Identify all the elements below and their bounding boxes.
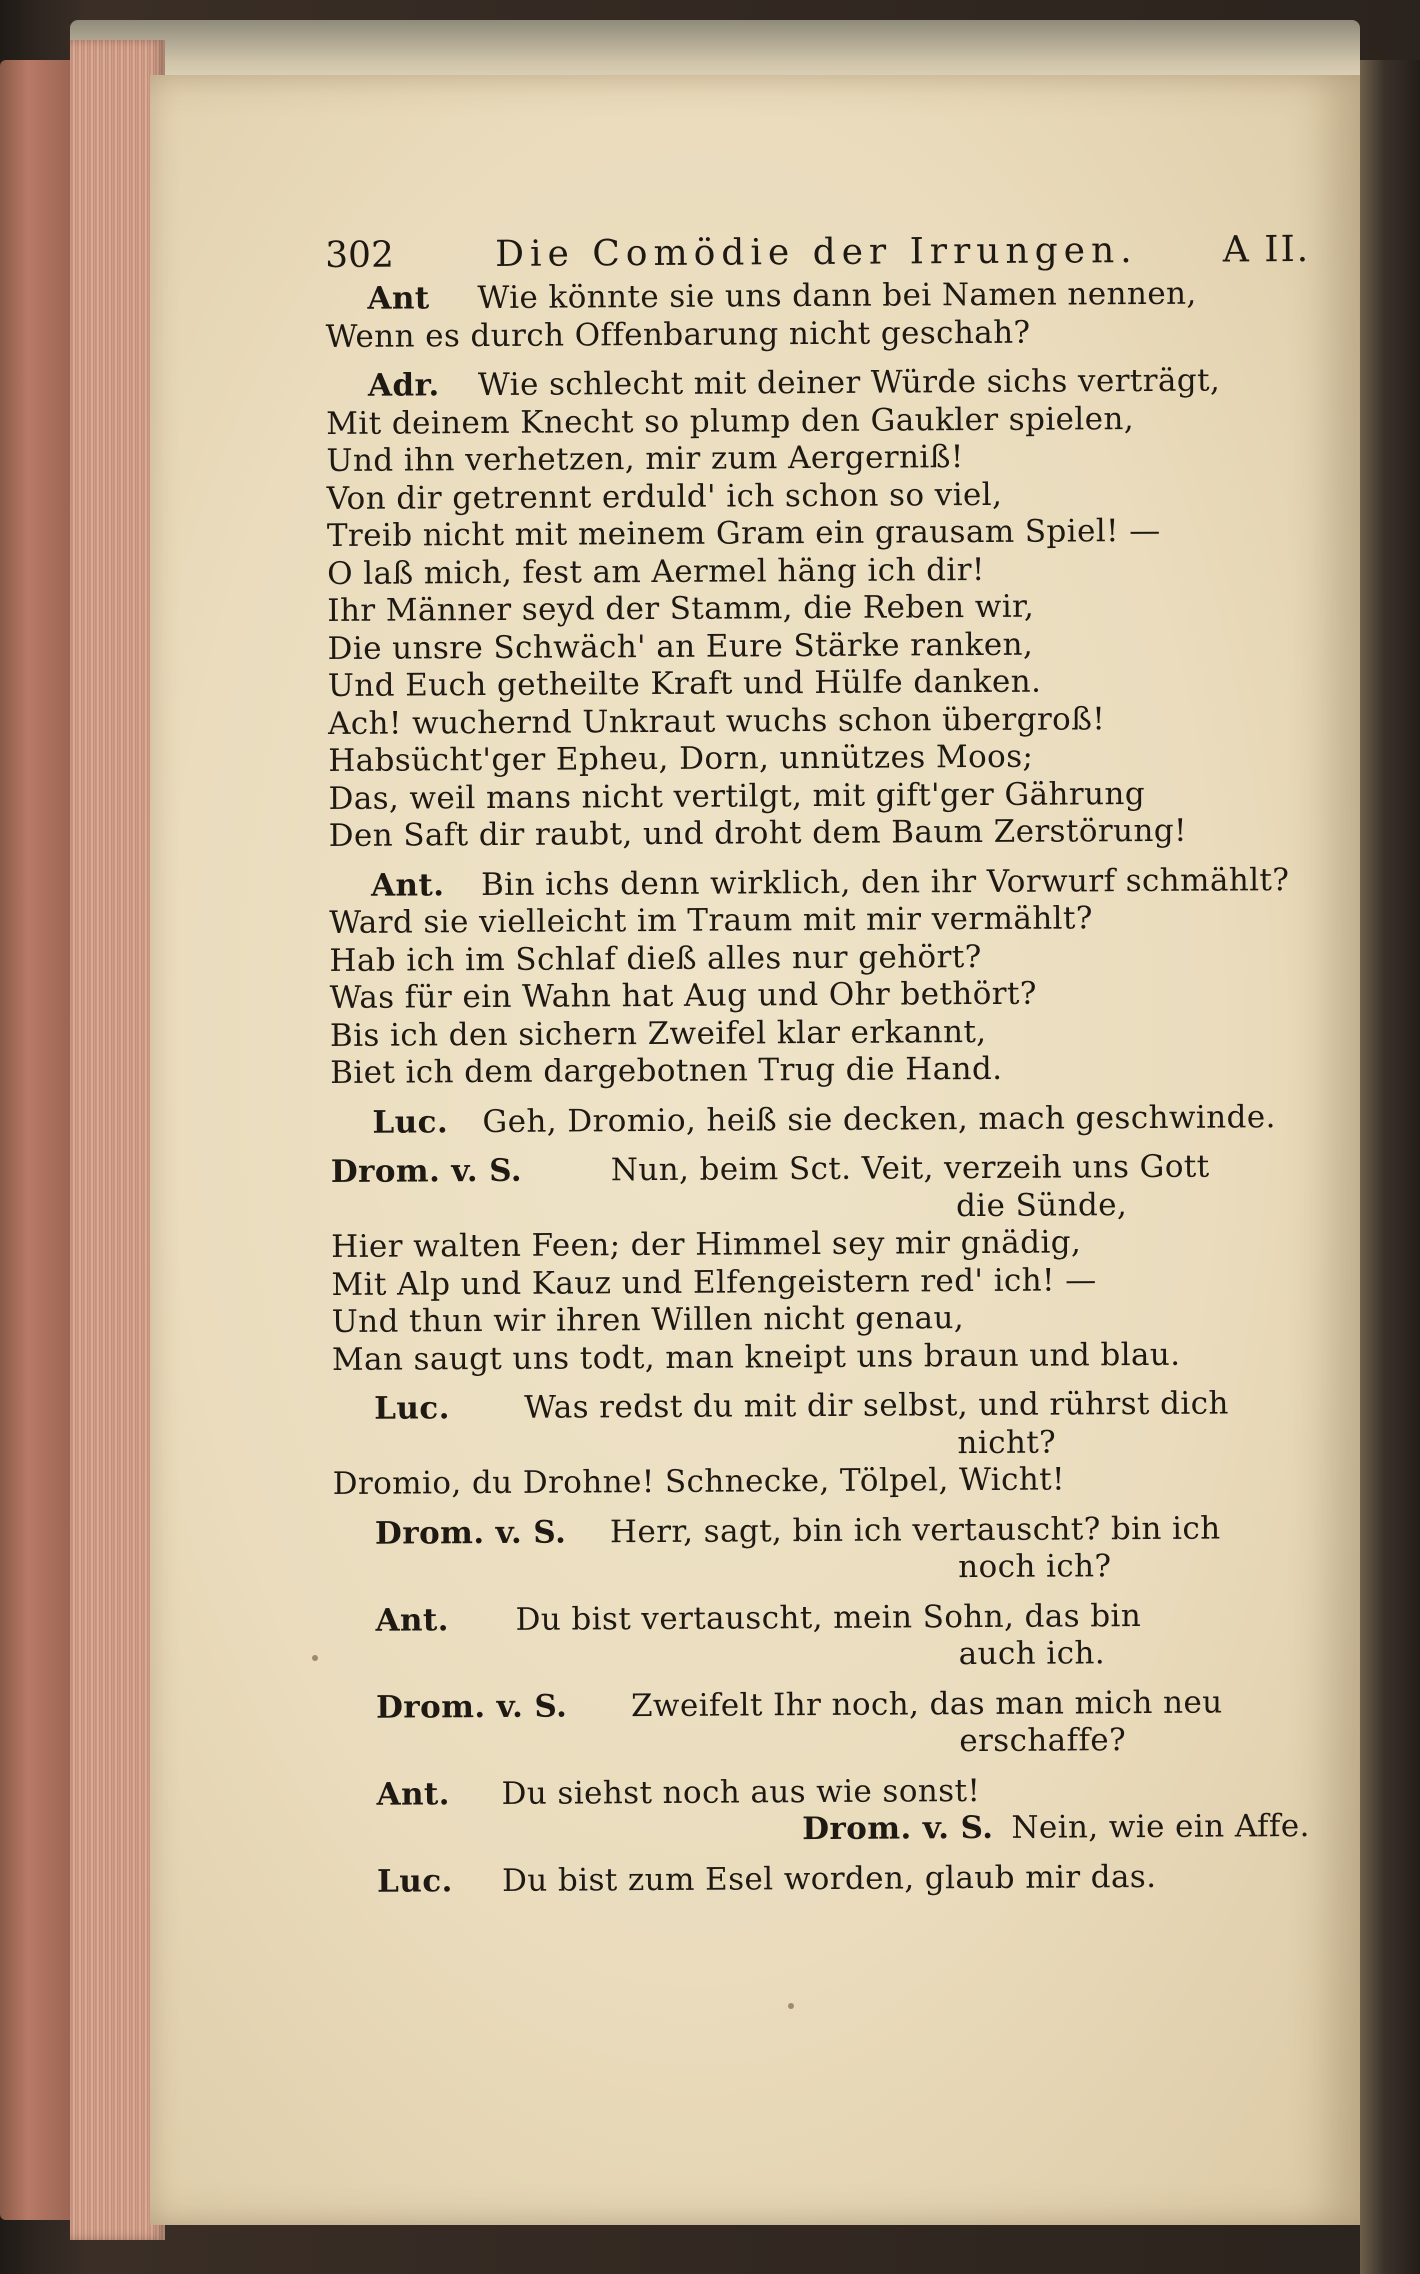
verse-line: Ach! wuchernd Unkraut wuchs schon übergroß! — [327, 700, 1106, 742]
verse-line: Den Saft dir raubt, und droht dem Baum Zerstörung! — [328, 812, 1187, 854]
verse-line: Luc. Geh, Dromio, heiß sie decken, mach geschwinde. — [372, 1098, 1276, 1141]
verse-continuation: auch ich. — [958, 1635, 1106, 1673]
verse-line: Wenn es durch Offenbarung nicht geschah? — [325, 314, 1031, 355]
speaker-label: Luc. — [372, 1103, 449, 1141]
speaker-label: Ant. — [375, 1601, 449, 1639]
verse-line: Biet ich dem dargebotnen Trug die Hand. — [330, 1050, 1003, 1091]
verse-line: Und ihn verhetzen, mir zum Aergerniß! — [326, 439, 964, 479]
verse-line: Und Euch getheilte Kraft und Hülfe danken. — [327, 663, 1042, 704]
act-number: A II. — [1222, 228, 1311, 271]
speaker-label: Ant. — [376, 1775, 451, 1813]
verse-line: Von dir getrennt erduld' ich schon so viel, — [326, 476, 1003, 517]
verse-line: Hab ich im Schlaf dieß alles nur gehört? — [329, 938, 982, 979]
speaker-label: Drom. v. S. — [374, 1514, 567, 1552]
verse-line: Die unsre Schwäch' an Eure Stärke ranken, — [327, 626, 1034, 667]
verse-line: Mit deinem Knecht so plump den Gaukler spielen, — [326, 400, 1135, 442]
verse-line: Ant. Bin ichs denn wirklich, den ihr Vorwurf schmählt? — [370, 861, 1290, 904]
verse-line: Drom. v. S. Zweifelt Ihr noch, das man mich neu — [375, 1684, 1223, 1726]
speaker-label: Luc. — [374, 1390, 450, 1427]
verse-line: Drom. v. S. Nun, beim Sct. Veit, verzeih uns Gott — [330, 1148, 1210, 1190]
paper-speck — [312, 1655, 318, 1661]
verse-line: Und thun wir ihren Willen nicht genau, — [331, 1300, 965, 1340]
paper-speck — [788, 2003, 794, 2009]
verse-line: O laß mich, fest am Aermel häng ich dir! — [327, 551, 985, 592]
verse-line: Luc. Du bist zum Esel worden, glaub mir das. — [377, 1858, 1157, 1900]
verse-line: Luc. Was redst du mit dir selbst, und rührst dich — [374, 1385, 1229, 1427]
verse-line: Bis ich den sichern Zweifel klar erkannt, — [329, 1013, 987, 1054]
verse-line: Das, weil mans nicht vertilgt, mit gift'ger Gährung — [328, 775, 1146, 817]
verse-continuation: nicht? — [957, 1424, 1057, 1461]
speaker-label: Ant. — [370, 866, 445, 904]
book-cover-edge — [0, 60, 70, 2220]
verse-line: Ant. Du siehst noch aus wie sonst! — [376, 1772, 981, 1813]
verse-line: Ant. Du bist vertauscht, mein Sohn, das bin — [375, 1597, 1142, 1639]
verse-line: Mit Alp und Kauz und Elfengeistern red' ich! — — [331, 1261, 1097, 1303]
running-title: Die Comödie der Irrungen. — [495, 230, 1138, 275]
verse-line: Ward sie vielleicht im Traum mit mir vermählt? — [329, 900, 1093, 941]
verse-line: Was für ein Wahn hat Aug und Ohr bethört? — [329, 975, 1037, 1016]
verse-line: Ihr Männer seyd der Stamm, die Reben wir, — [327, 588, 1035, 629]
verse-line: Man saugt uns todt, man kneipt uns braun und blau. — [331, 1336, 1181, 1378]
verse-line: Drom. v. S. Herr, sagt, bin ich vertauscht? bin ich — [374, 1510, 1221, 1552]
speaker-label: Drom. v. S. — [330, 1152, 523, 1190]
verse-continuation: erschaffe? — [959, 1722, 1127, 1760]
page-header — [325, 219, 1310, 281]
verse-line: Drom. v. S. Nein, wie ein Affe. — [802, 1808, 1310, 1848]
verse-line: Habsücht'ger Epheu, Dorn, unnützes Moos; — [328, 738, 1034, 779]
speaker-label: Luc. — [377, 1862, 453, 1900]
verse-line: Hier walten Feen; der Himmel sey mir gnädig, — [331, 1224, 1082, 1265]
verse-line: Dromio, du Drohne! Schnecke, Tölpel, Wicht! — [332, 1461, 1066, 1502]
verse-continuation: noch ich? — [958, 1548, 1112, 1586]
page-number: 302 — [325, 234, 395, 276]
verse-line: Treib nicht mit meinem Gram ein grausam Spiel! — — [326, 512, 1161, 554]
speaker-label: Ant — [367, 280, 430, 317]
book-gutter — [1360, 60, 1420, 2274]
speaker-label: Drom. v. S. — [375, 1688, 568, 1726]
speaker-label: Adr. — [367, 367, 440, 404]
verse-line: Ant Wie könnte sie uns dann bei Namen nennen, — [367, 275, 1197, 317]
verse-line: Adr. Wie schlecht mit deiner Würde sichs verträgt, — [367, 362, 1221, 404]
page-text — [325, 219, 1320, 1901]
verse-continuation: die Sünde, — [955, 1186, 1128, 1224]
speaker-label: Drom. v. S. — [802, 1809, 994, 1848]
